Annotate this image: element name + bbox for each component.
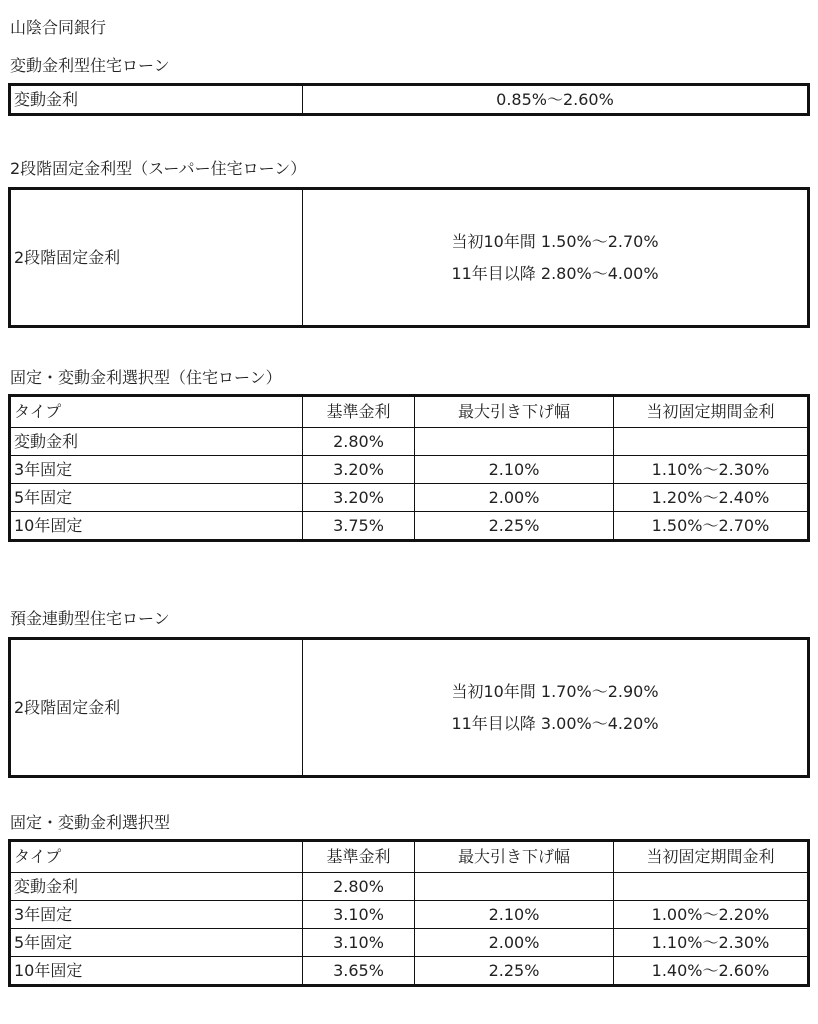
cell-type: 5年固定 xyxy=(10,484,303,512)
table-row xyxy=(10,957,809,986)
cell-type: 5年固定 xyxy=(10,929,303,957)
header-base-rate: 基準金利 xyxy=(303,841,415,873)
cell-type: 変動金利 xyxy=(10,873,303,901)
cell-base-rate: 2.80% xyxy=(303,873,415,901)
bank-name: 山陰合同銀行 xyxy=(10,18,107,37)
table-row xyxy=(10,456,809,484)
cell-max-discount xyxy=(415,873,614,901)
later-period-rate: 11年目以降 3.00%～4.20% xyxy=(451,713,659,733)
header-initial-fixed-rate: 当初固定期間金利 xyxy=(614,396,809,428)
header-type: タイプ xyxy=(10,396,303,428)
cell-initial-fixed-rate: 1.50%～2.70% xyxy=(614,512,809,541)
section-title-deposit-linked: 預金連動型住宅ローン xyxy=(10,609,170,628)
cell-max-discount: 2.00% xyxy=(415,929,614,957)
cell-initial-fixed-rate: 1.10%～2.30% xyxy=(614,456,809,484)
cell-base-rate: 3.10% xyxy=(303,901,415,929)
cell-base-rate: 2.80% xyxy=(303,428,415,456)
cell-type: 3年固定 xyxy=(10,456,303,484)
initial-period-rate: 当初10年間 1.50%～2.70% xyxy=(451,231,659,251)
cell-base-rate: 3.65% xyxy=(303,957,415,986)
rate-value-cell xyxy=(303,189,809,327)
cell-initial-fixed-rate: 1.10%～2.30% xyxy=(614,929,809,957)
cell-type: 10年固定 xyxy=(10,512,303,541)
section-title-variable: 変動金利型住宅ローン xyxy=(10,56,170,75)
header-type: タイプ xyxy=(10,841,303,873)
table-row xyxy=(10,873,809,901)
cell-type: 10年固定 xyxy=(10,957,303,986)
two-step-rate-table xyxy=(8,187,810,328)
header-base-rate: 基準金利 xyxy=(303,396,415,428)
table-row xyxy=(10,85,809,115)
section-title-selectable-2: 固定・変動金利選択型 xyxy=(10,813,171,832)
section-title-two-step: 2段階固定金利型（スーパー住宅ローン） xyxy=(10,159,307,178)
cell-max-discount xyxy=(415,428,614,456)
variable-rate-table xyxy=(8,83,810,116)
cell-initial-fixed-rate xyxy=(614,873,809,901)
header-max-discount: 最大引き下げ幅 xyxy=(415,841,614,873)
cell-max-discount: 2.10% xyxy=(415,901,614,929)
table-row xyxy=(10,512,809,541)
cell-initial-fixed-rate xyxy=(614,428,809,456)
table-row xyxy=(10,929,809,957)
table-row xyxy=(10,428,809,456)
header-max-discount: 最大引き下げ幅 xyxy=(415,396,614,428)
table-header-row xyxy=(10,841,809,873)
rate-value: 0.85%～2.60% xyxy=(303,85,809,115)
initial-period-rate: 当初10年間 1.70%～2.90% xyxy=(451,681,659,701)
cell-max-discount: 2.25% xyxy=(415,957,614,986)
later-period-rate: 11年目以降 2.80%～4.00% xyxy=(451,263,659,283)
header-initial-fixed-rate: 当初固定期間金利 xyxy=(614,841,809,873)
selectable-rate-table-2 xyxy=(8,839,810,987)
section-title-selectable: 固定・変動金利選択型（住宅ローン） xyxy=(10,368,282,387)
cell-initial-fixed-rate: 1.20%～2.40% xyxy=(614,484,809,512)
deposit-linked-rate-table xyxy=(8,637,810,778)
cell-base-rate: 3.75% xyxy=(303,512,415,541)
cell-max-discount: 2.00% xyxy=(415,484,614,512)
cell-base-rate: 3.20% xyxy=(303,484,415,512)
cell-base-rate: 3.10% xyxy=(303,929,415,957)
cell-max-discount: 2.10% xyxy=(415,456,614,484)
cell-type: 3年固定 xyxy=(10,901,303,929)
rate-type-label: 2段階固定金利 xyxy=(10,639,303,777)
table-row xyxy=(10,639,809,777)
rate-type-label: 変動金利 xyxy=(10,85,303,115)
table-row xyxy=(10,189,809,327)
table-header-row xyxy=(10,396,809,428)
rate-value-cell xyxy=(303,639,809,777)
cell-max-discount: 2.25% xyxy=(415,512,614,541)
cell-initial-fixed-rate: 1.00%～2.20% xyxy=(614,901,809,929)
table-row xyxy=(10,484,809,512)
cell-type: 変動金利 xyxy=(10,428,303,456)
rate-type-label: 2段階固定金利 xyxy=(10,189,303,327)
selectable-rate-table xyxy=(8,394,810,542)
table-row xyxy=(10,901,809,929)
cell-initial-fixed-rate: 1.40%～2.60% xyxy=(614,957,809,986)
cell-base-rate: 3.20% xyxy=(303,456,415,484)
